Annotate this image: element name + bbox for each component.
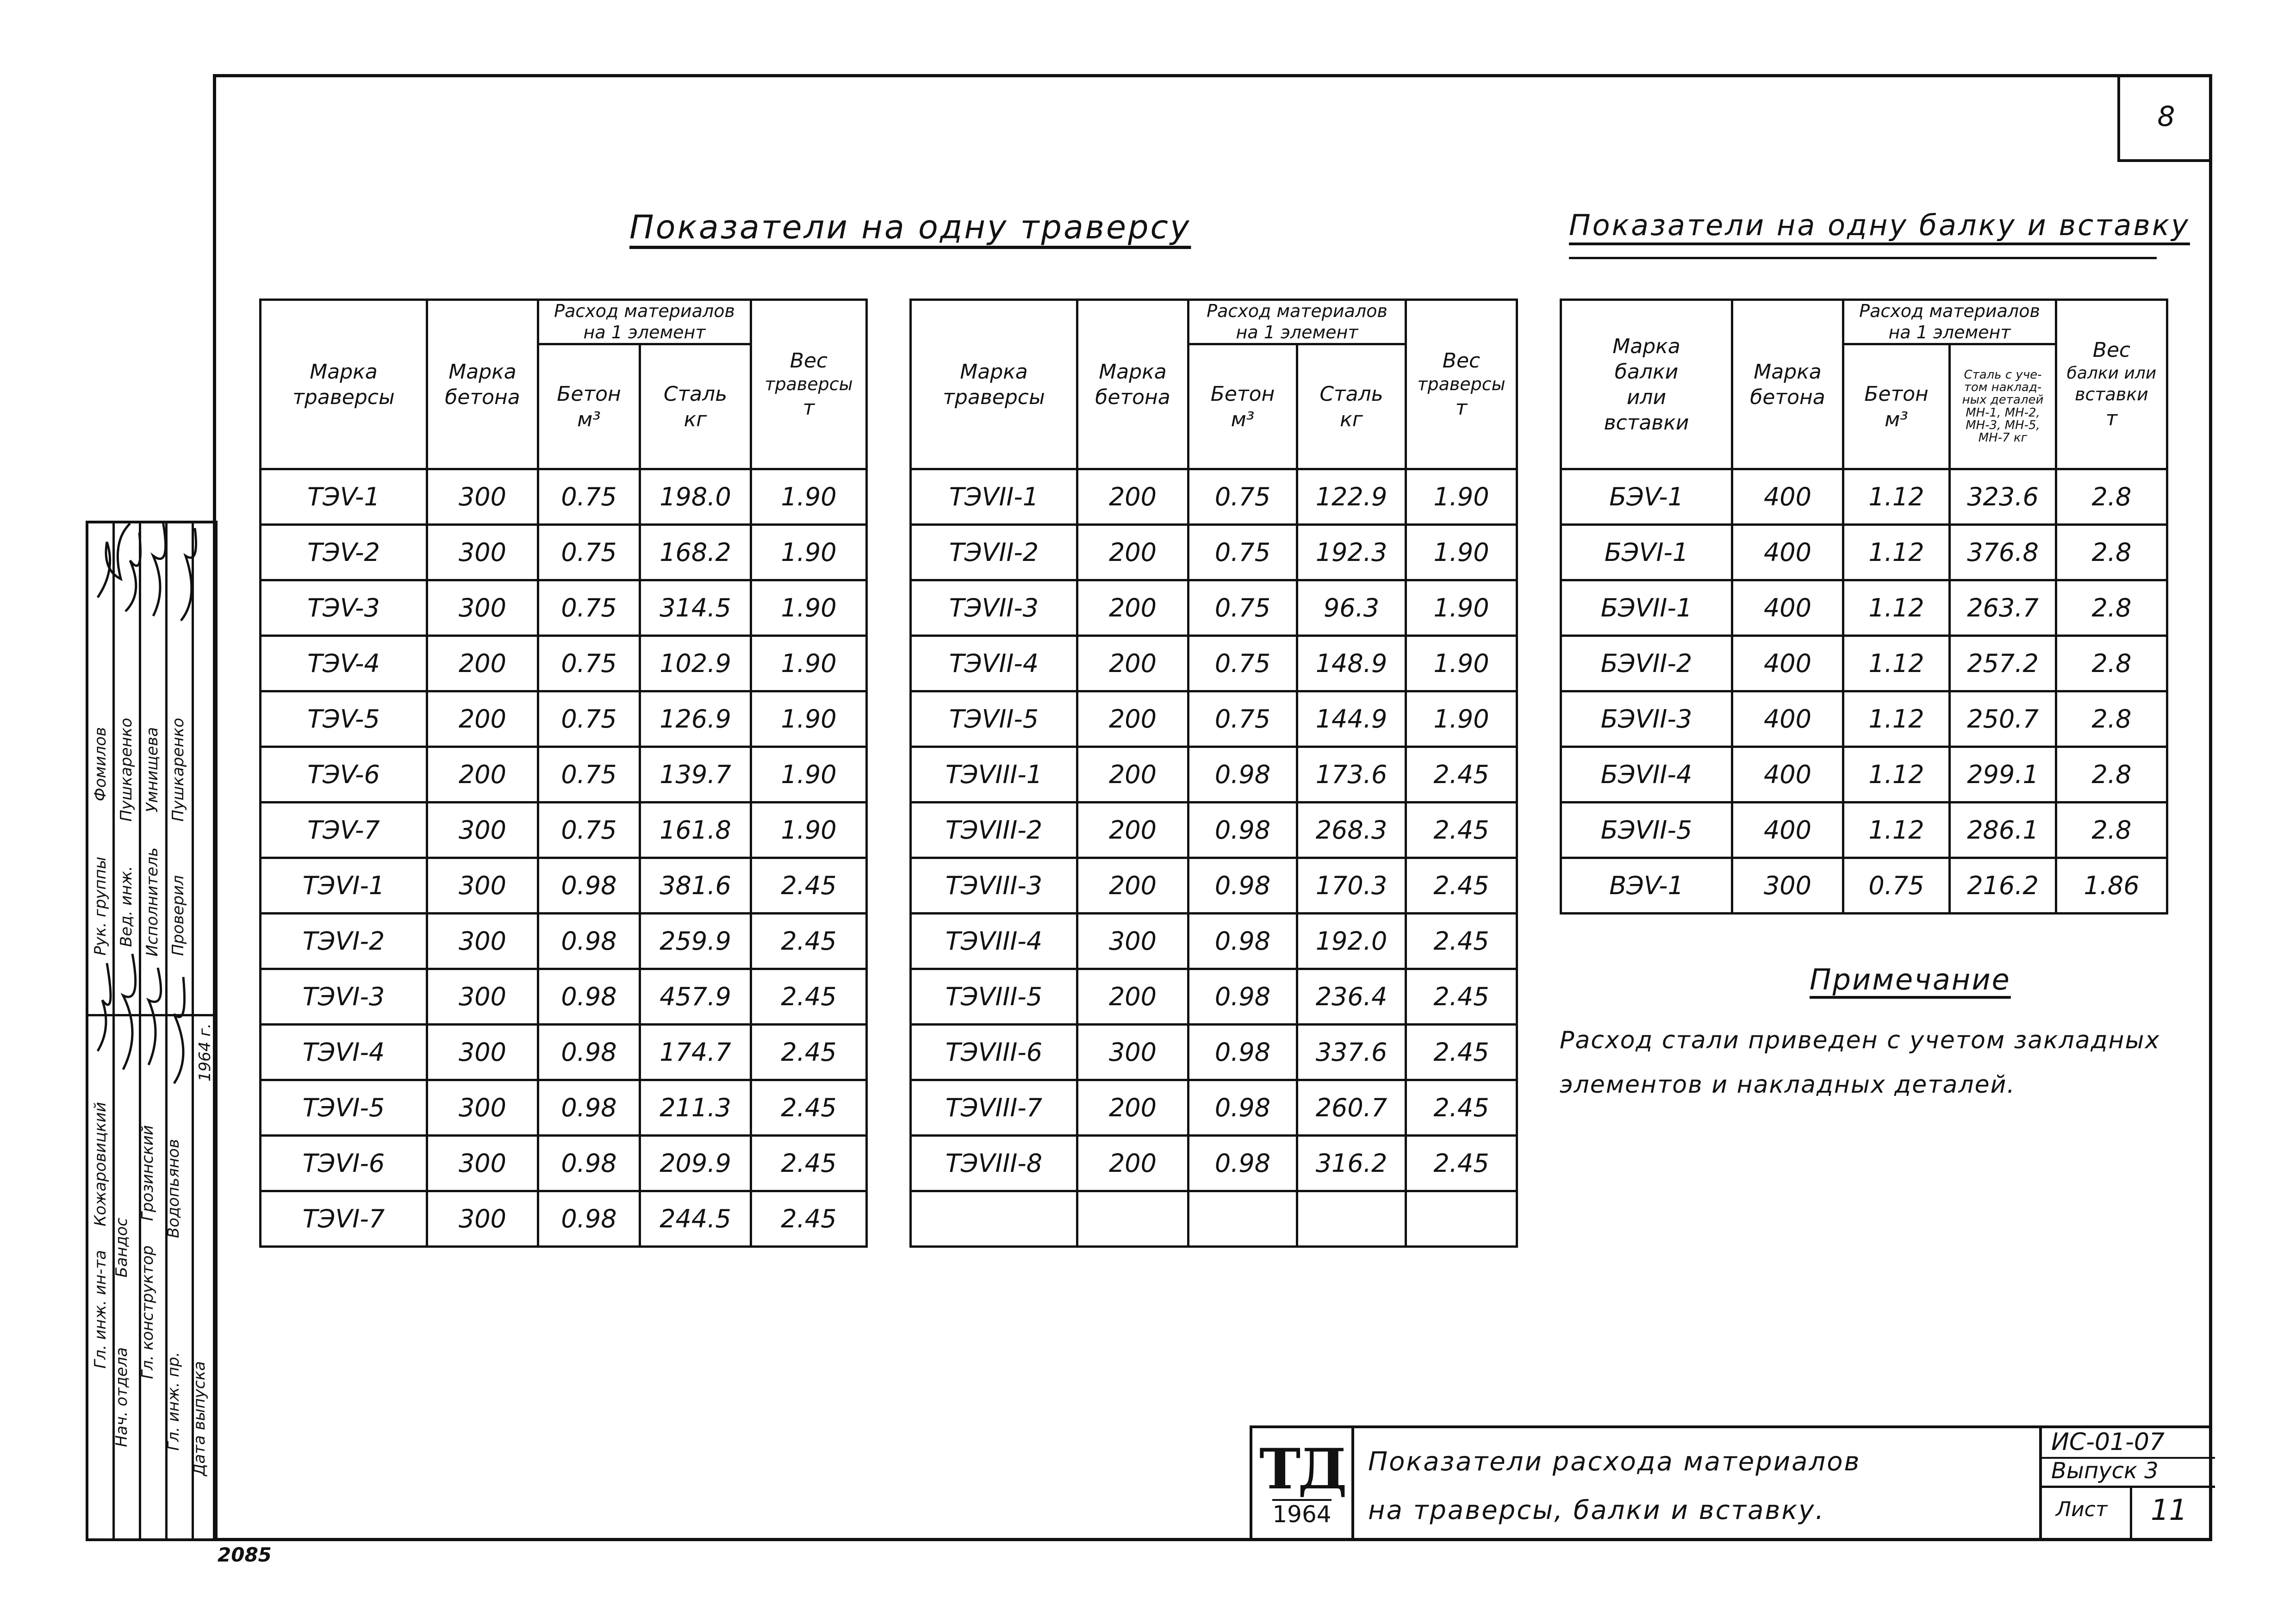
header-ves: Вес траверсы т	[1406, 300, 1517, 469]
cell-marka-betona: 200	[427, 747, 538, 803]
cell-stal: 144.9	[1297, 691, 1406, 747]
cell-stal: 198.0	[640, 469, 751, 525]
table-row	[1561, 747, 2167, 803]
stamp-name-8: Пушкаренко	[169, 718, 187, 822]
cell-marka: ТЭV-3	[261, 580, 427, 636]
cell-marka: ТЭVIII-6	[911, 1025, 1077, 1080]
sheet-number: 8	[2117, 74, 2212, 162]
logo	[1252, 1428, 1354, 1541]
stamp-role-7: Исполнитель	[143, 847, 162, 957]
logo-mark: ТД	[1259, 1437, 1344, 1502]
cell-marka: ТЭVII-3	[911, 580, 1077, 636]
header-marka-betona: Марка бетона	[1732, 300, 1843, 469]
stamp-role-8: Проверил	[169, 875, 187, 956]
cell-beton: 0.98	[1188, 747, 1297, 803]
logo-year: 1964	[1272, 1499, 1331, 1528]
cell-marka: ТЭV-6	[261, 747, 427, 803]
cell-marka: БЭV-1	[1561, 469, 1732, 525]
cell-marka: БЭVII-4	[1561, 747, 1732, 803]
cell-beton: 0.98	[1188, 969, 1297, 1025]
cell-marka-betona: 200	[1077, 747, 1188, 803]
cell-ves: 2.45	[751, 914, 867, 969]
cell-marka-betona: 200	[1077, 580, 1188, 636]
cell-beton: 0.98	[538, 1080, 640, 1136]
table-row	[911, 1025, 1517, 1080]
table-row	[1561, 525, 2167, 580]
cell-marka: ТЭVIII-3	[911, 858, 1077, 914]
cell-stal: 148.9	[1297, 636, 1406, 691]
cell-marka-betona: 400	[1732, 747, 1843, 803]
cell-marka-betona: 400	[1732, 580, 1843, 636]
cell-stal: 174.7	[640, 1025, 751, 1080]
table-row	[261, 636, 867, 691]
cell-ves: 2.45	[1406, 747, 1517, 803]
cell-marka: ТЭVI-3	[261, 969, 427, 1025]
cell-stal: 268.3	[1297, 803, 1406, 858]
table-row	[261, 691, 867, 747]
cell-marka-betona: 200	[1077, 469, 1188, 525]
cell-ves: 1.90	[1406, 469, 1517, 525]
traverse-table-1	[259, 299, 868, 1248]
cell-beton: 0.98	[1188, 1136, 1297, 1191]
header-beton: Бетон м³	[1843, 344, 1950, 469]
cell-marka-betona: 300	[427, 1136, 538, 1191]
cell-marka: ТЭV-2	[261, 525, 427, 580]
cell-marka: ТЭVI-7	[261, 1191, 427, 1247]
cell-stal: 211.3	[640, 1080, 751, 1136]
cell-ves: 2.8	[2056, 525, 2167, 580]
title-line-2: на траверсы, балки и вставку.	[1368, 1495, 1825, 1525]
cell-ves: 2.8	[2056, 691, 2167, 747]
cell-marka: ТЭVI-1	[261, 858, 427, 914]
cell-ves: 2.45	[1406, 1080, 1517, 1136]
cell-stal: 337.6	[1297, 1025, 1406, 1080]
cell-marka: ТЭV-7	[261, 803, 427, 858]
cell-ves: 1.90	[1406, 636, 1517, 691]
header-marka-traversy: Марка траверсы	[911, 300, 1077, 469]
cell-marka: БЭVII-2	[1561, 636, 1732, 691]
cell-stal: 139.7	[640, 747, 751, 803]
cell-marka-betona: 300	[427, 580, 538, 636]
table-row	[911, 803, 1517, 858]
cell-marka-betona: 200	[1077, 1080, 1188, 1136]
cell-marka-betona: 300	[427, 1191, 538, 1247]
cell-ves: 2.8	[2056, 636, 2167, 691]
cell-marka: ТЭVIII-2	[911, 803, 1077, 858]
cell-ves: 2.45	[751, 858, 867, 914]
cell-stal: 381.6	[640, 858, 751, 914]
cell-beton: 0.98	[1188, 1025, 1297, 1080]
table-row	[1561, 636, 2167, 691]
cell-marka-betona: 400	[1732, 803, 1843, 858]
cell-stal: 250.7	[1950, 691, 2056, 747]
cell-ves: 1.90	[751, 803, 867, 858]
cell-marka-betona: 200	[1077, 803, 1188, 858]
cell-marka-betona: 400	[1732, 636, 1843, 691]
cell-marka-betona: 300	[1077, 1025, 1188, 1080]
cell-marka-betona: 200	[427, 636, 538, 691]
stamp-name-5: Фомилов	[91, 727, 110, 802]
cell-beton: 0.75	[538, 691, 640, 747]
cell-marka: ТЭVI-2	[261, 914, 427, 969]
cell-ves: 2.8	[2056, 469, 2167, 525]
header-stal: Сталь кг	[1297, 344, 1406, 469]
stamp-name-7: Умнищева	[143, 727, 162, 813]
table-row	[1561, 580, 2167, 636]
table-row	[261, 969, 867, 1025]
cell-stal: 323.6	[1950, 469, 2056, 525]
cell-beton: 0.98	[538, 1136, 640, 1191]
stamp-name-3: Грозинский	[138, 1125, 157, 1221]
cell-marka-betona: 200	[1077, 858, 1188, 914]
stamp-date-label: Дата выпуска	[190, 1361, 209, 1476]
cell-stal: 161.8	[640, 803, 751, 858]
issue: Выпуск 3	[2051, 1458, 2159, 1484]
cell-beton: 0.98	[1188, 803, 1297, 858]
table-row	[911, 1080, 1517, 1136]
cell-beton: 1.12	[1843, 803, 1950, 858]
header-ves: Вес траверсы т	[751, 300, 867, 469]
cell-stal: 376.8	[1950, 525, 2056, 580]
cell-ves: 1.90	[751, 525, 867, 580]
cell-marka: ТЭVII-5	[911, 691, 1077, 747]
cell-stal: 126.9	[640, 691, 751, 747]
note-title: Примечание	[1810, 963, 2011, 996]
cell-marka: ВЭV-1	[1561, 858, 1732, 914]
cell-beton: 1.12	[1843, 525, 1950, 580]
cell-stal: 286.1	[1950, 803, 2056, 858]
table-row	[911, 969, 1517, 1025]
cell-beton: 1.12	[1843, 691, 1950, 747]
cell-marka-betona: 300	[1077, 914, 1188, 969]
header-rashod: Расход материалов на 1 элемент	[538, 300, 751, 344]
cell-beton: 0.75	[538, 580, 640, 636]
cell-stal: 316.2	[1297, 1136, 1406, 1191]
title-block	[1250, 1425, 2212, 1541]
cell-beton: 0.75	[538, 469, 640, 525]
header-stal: Сталь кг	[640, 344, 751, 469]
cell-beton: 0.98	[538, 1025, 640, 1080]
cell-stal: 122.9	[1297, 469, 1406, 525]
cell-stal: 192.0	[1297, 914, 1406, 969]
cell-stal: 457.9	[640, 969, 751, 1025]
cell-ves: 1.90	[1406, 525, 1517, 580]
cell-stal: 236.4	[1297, 969, 1406, 1025]
cell-marka	[911, 1191, 1077, 1247]
cell-beton: 0.75	[538, 803, 640, 858]
cell-marka-betona: 200	[1077, 969, 1188, 1025]
header-rashod: Расход материалов на 1 элемент	[1188, 300, 1406, 344]
cell-marka: БЭVII-3	[1561, 691, 1732, 747]
cell-ves: 2.45	[1406, 803, 1517, 858]
cell-beton: 1.12	[1843, 469, 1950, 525]
cell-stal: 257.2	[1950, 636, 2056, 691]
cell-stal: 173.6	[1297, 747, 1406, 803]
table-row	[261, 525, 867, 580]
table-row	[261, 747, 867, 803]
cell-marka: ТЭVII-4	[911, 636, 1077, 691]
note-line-1: Расход стали приведен с учетом закладных	[1560, 1027, 2160, 1054]
cell-ves: 2.8	[2056, 803, 2167, 858]
table-row	[911, 1136, 1517, 1191]
cell-ves: 2.45	[1406, 858, 1517, 914]
header-marka-balki: Марка балки или вставки	[1561, 300, 1732, 469]
cell-marka-betona: 300	[427, 803, 538, 858]
cell-stal: 216.2	[1950, 858, 2056, 914]
cell-ves: 2.8	[2056, 580, 2167, 636]
beam-table	[1560, 299, 2168, 915]
cell-ves: 2.45	[751, 1191, 867, 1247]
cell-beton: 0.98	[1188, 858, 1297, 914]
cell-marka: ТЭVI-5	[261, 1080, 427, 1136]
cell-beton: 1.12	[1843, 636, 1950, 691]
cell-stal: 192.3	[1297, 525, 1406, 580]
cell-marka-betona	[1077, 1191, 1188, 1247]
stamp-role-1: Гл. инж. ин-та	[91, 1250, 110, 1369]
table-row	[261, 469, 867, 525]
header-marka-traversy: Марка траверсы	[261, 300, 427, 469]
cell-marka-betona: 200	[1077, 1136, 1188, 1191]
cell-marka-betona: 300	[427, 1080, 538, 1136]
cell-marka: ТЭVII-1	[911, 469, 1077, 525]
table-row	[261, 1191, 867, 1247]
cell-marka-betona: 300	[427, 525, 538, 580]
cell-beton: 0.75	[538, 747, 640, 803]
cell-marka: ТЭVII-2	[911, 525, 1077, 580]
cell-marka: БЭVII-5	[1561, 803, 1732, 858]
cell-beton: 0.75	[1188, 525, 1297, 580]
table-row	[261, 858, 867, 914]
table-row	[261, 1136, 867, 1191]
stamp-name-6: Пушкаренко	[117, 718, 136, 822]
cell-stal: 102.9	[640, 636, 751, 691]
cell-marka-betona: 200	[1077, 691, 1188, 747]
stamp-role-3: Гл. конструктор	[138, 1245, 157, 1379]
cell-stal: 314.5	[640, 580, 751, 636]
stamp-name-2: Бандос	[112, 1218, 131, 1278]
cell-stal: 299.1	[1950, 747, 2056, 803]
cell-beton: 0.98	[538, 858, 640, 914]
bottom-code: 2085	[218, 1543, 272, 1566]
header-beton: Бетон м³	[538, 344, 640, 469]
cell-marka-betona: 200	[427, 691, 538, 747]
cell-marka: ТЭVIII-1	[911, 747, 1077, 803]
cell-marka: ТЭVI-6	[261, 1136, 427, 1191]
cell-stal: 168.2	[640, 525, 751, 580]
cell-marka: БЭVII-1	[1561, 580, 1732, 636]
header-stal: Сталь с уче- том наклад- ных деталей МН-1, МН-2, МН-3, МН-5, МН-7 кг	[1950, 344, 2056, 469]
cell-marka: ТЭV-4	[261, 636, 427, 691]
cell-marka-betona: 300	[427, 914, 538, 969]
traverse-table-2	[909, 299, 1518, 1248]
cell-stal: 263.7	[1950, 580, 2056, 636]
cell-beton: 0.98	[1188, 1080, 1297, 1136]
cell-ves: 1.90	[751, 469, 867, 525]
cell-marka-betona: 400	[1732, 469, 1843, 525]
table-row	[911, 691, 1517, 747]
table-row	[261, 1080, 867, 1136]
right-heading: Показатели на одну балку и вставку	[1569, 208, 2190, 242]
cell-ves: 1.90	[1406, 580, 1517, 636]
cell-marka-betona: 400	[1732, 525, 1843, 580]
table-row	[261, 803, 867, 858]
table-row	[911, 525, 1517, 580]
cell-beton: 0.75	[538, 636, 640, 691]
cell-beton: 0.75	[1188, 580, 1297, 636]
table-row	[1561, 858, 2167, 914]
cell-marka: ТЭV-1	[261, 469, 427, 525]
sheet-label: Лист	[2056, 1498, 2108, 1521]
signature-scribbles	[88, 523, 220, 1544]
header-marka-betona: Марка бетона	[427, 300, 538, 469]
stamp-name-4: Водопьянов	[164, 1139, 183, 1238]
cell-beton: 0.98	[1188, 914, 1297, 969]
cell-beton: 1.12	[1843, 580, 1950, 636]
table-row	[261, 1025, 867, 1080]
cell-ves: 2.45	[1406, 969, 1517, 1025]
cell-stal: 209.9	[640, 1136, 751, 1191]
cell-beton: 0.75	[1188, 469, 1297, 525]
stamp-name-1: Кожаровицкий	[91, 1102, 110, 1226]
cell-ves: 2.45	[1406, 914, 1517, 969]
sheet-value: 11	[2151, 1493, 2187, 1527]
cell-ves: 2.8	[2056, 747, 2167, 803]
left-heading: Показатели на одну траверсу	[629, 208, 1191, 246]
header-rashod: Расход материалов на 1 элемент	[1843, 300, 2056, 344]
stamp-role-2: Нач. отдела	[112, 1347, 131, 1447]
cell-ves: 1.90	[751, 636, 867, 691]
stamp-date: 1964 г.	[196, 1023, 214, 1082]
header-marka-betona: Марка бетона	[1077, 300, 1188, 469]
cell-ves: 2.45	[1406, 1025, 1517, 1080]
cell-marka: ТЭVIII-7	[911, 1080, 1077, 1136]
cell-beton: 1.12	[1843, 747, 1950, 803]
cell-beton: 0.75	[538, 525, 640, 580]
cell-stal: 244.5	[640, 1191, 751, 1247]
cell-ves: 1.90	[751, 580, 867, 636]
title-block-codes	[2039, 1428, 2215, 1541]
table-row	[911, 747, 1517, 803]
table-row	[911, 914, 1517, 969]
table-row	[911, 1191, 1517, 1247]
cell-marka-betona: 300	[427, 969, 538, 1025]
cell-marka: ТЭVI-4	[261, 1025, 427, 1080]
table-row	[911, 469, 1517, 525]
cell-marka-betona: 300	[427, 469, 538, 525]
cell-stal: 96.3	[1297, 580, 1406, 636]
cell-ves: 1.90	[1406, 691, 1517, 747]
cell-marka-betona: 200	[1077, 525, 1188, 580]
header-beton: Бетон м³	[1188, 344, 1297, 469]
cell-marka: ТЭVIII-5	[911, 969, 1077, 1025]
cell-beton: 0.75	[1188, 636, 1297, 691]
cell-marka-betona: 300	[1732, 858, 1843, 914]
cell-ves: 2.45	[751, 969, 867, 1025]
cell-ves	[1406, 1191, 1517, 1247]
cell-ves: 1.90	[751, 747, 867, 803]
table-row	[261, 580, 867, 636]
cell-marka-betona: 200	[1077, 636, 1188, 691]
cell-marka-betona: 300	[427, 858, 538, 914]
cell-ves: 2.45	[751, 1080, 867, 1136]
stamp-role-4: Гл. инж. пр.	[164, 1352, 183, 1451]
table-row	[911, 636, 1517, 691]
stamp-role-5: Рук. группы	[91, 857, 110, 956]
cell-ves: 2.45	[1406, 1136, 1517, 1191]
cell-ves: 1.90	[751, 691, 867, 747]
cell-stal	[1297, 1191, 1406, 1247]
title-line-1: Показатели расхода материалов	[1368, 1447, 1861, 1477]
cell-beton	[1188, 1191, 1297, 1247]
cell-beton: 0.98	[538, 1191, 640, 1247]
table-row	[261, 914, 867, 969]
table-row	[911, 580, 1517, 636]
cell-stal: 260.7	[1297, 1080, 1406, 1136]
table-row	[911, 858, 1517, 914]
cell-beton: 0.75	[1188, 691, 1297, 747]
right-heading-underline	[1569, 257, 2157, 259]
note-line-2: элементов и накладных деталей.	[1560, 1071, 2016, 1099]
cell-beton: 0.75	[1843, 858, 1950, 914]
cell-marka-betona: 400	[1732, 691, 1843, 747]
cell-marka: ТЭV-5	[261, 691, 427, 747]
cell-beton: 0.98	[538, 969, 640, 1025]
cell-stal: 170.3	[1297, 858, 1406, 914]
cell-ves: 2.45	[751, 1136, 867, 1191]
cell-stal: 259.9	[640, 914, 751, 969]
cell-ves: 2.45	[751, 1025, 867, 1080]
cell-marka: БЭVI-1	[1561, 525, 1732, 580]
approval-stamp	[86, 521, 218, 1541]
cell-marka: ТЭVIII-4	[911, 914, 1077, 969]
table-row	[1561, 803, 2167, 858]
table-row	[1561, 469, 2167, 525]
cell-marka-betona: 300	[427, 1025, 538, 1080]
doc-code: ИС-01-07	[2051, 1428, 2165, 1456]
header-ves: Вес балки или вставки т	[2056, 300, 2167, 469]
table-row	[1561, 691, 2167, 747]
cell-beton: 0.98	[538, 914, 640, 969]
stamp-role-6: Вед. инж.	[117, 866, 136, 947]
cell-marka: ТЭVIII-8	[911, 1136, 1077, 1191]
cell-ves: 1.86	[2056, 858, 2167, 914]
